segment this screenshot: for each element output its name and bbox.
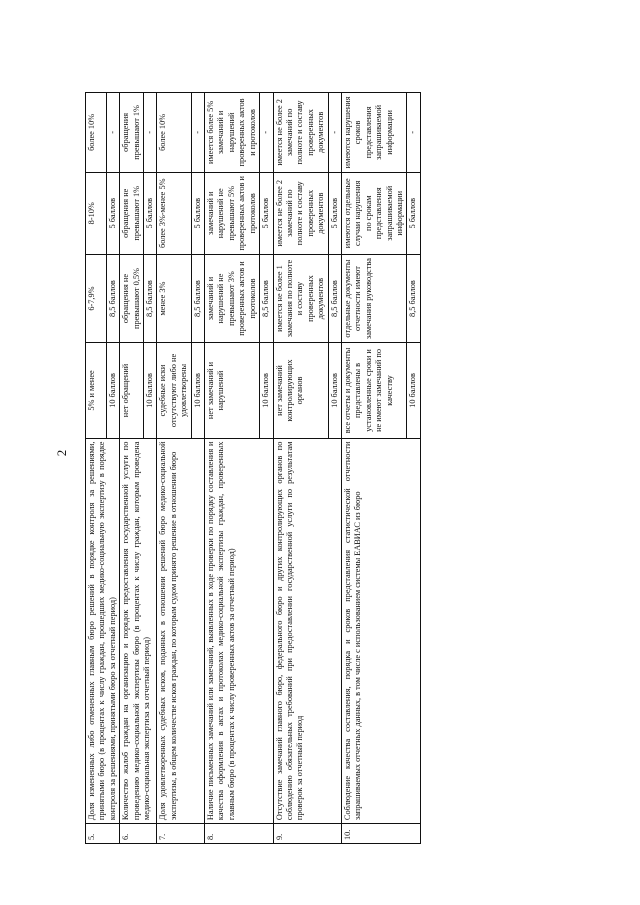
score-cell: 5 баллов bbox=[328, 172, 341, 254]
criterion-cell: менее 3% bbox=[157, 254, 191, 343]
row-number: 8. bbox=[205, 824, 273, 844]
score-cell: 8,5 баллов bbox=[144, 254, 157, 343]
criterion-cell: обращения превышают 1% bbox=[120, 93, 144, 173]
indicator-description: Наличие письменных замечаний или замечаний, выявленных в ходе проверки по порядку составления и качества оформления в актах и протоколах медико-социальной экспертизы граждан, проверенных главным бюро (в процентах к числу проверенных актов за отчетный период) bbox=[205, 438, 273, 823]
criterion-cell: все отчеты и документы представлены в установленные сроки и не имеют замечаний по качеству bbox=[341, 343, 406, 438]
indicator-description: Количество жалоб граждан на организацию и порядок предоставления государственной услуги по проведению медико-социальной экспертизы бюро (в процентах к числу граждан, которым проведена медико-социальная экспертиза за отчетный период) bbox=[120, 438, 157, 823]
indicator-description: Отсутствие замечаний главного бюро, федерального бюро и других контролирующих органов по соблюдению обязательных требований при предоставлении государственной услуги по результатам проверок за отчетный период bbox=[273, 438, 341, 823]
table-row bbox=[86, 93, 107, 844]
score-cell: 10 баллов bbox=[328, 343, 341, 438]
row-number: 5. bbox=[86, 824, 120, 844]
score-cell: 10 баллов bbox=[260, 343, 273, 438]
score-cell: - bbox=[191, 93, 204, 173]
criterion-cell: обращения не превышают 0,5% bbox=[120, 254, 144, 343]
criterion-cell: 5% и менее bbox=[86, 343, 107, 438]
rotated-page-content bbox=[85, 92, 503, 844]
score-cell: - bbox=[328, 93, 341, 173]
criterion-cell: имеются отдельные случаи нарушения по срокам представления запрашиваемой информации bbox=[341, 172, 406, 254]
score-cell: 8,5 баллов bbox=[191, 254, 204, 343]
score-cell: 10 баллов bbox=[191, 343, 204, 438]
criterion-cell: нет замечаний контролирующих органов bbox=[273, 343, 328, 438]
indicator-description: Соблюдение качества составления, порядка и сроков представления статистической отчетности запрашиваемых отчетных данных, в том числе с использованием системы ЕАВИАС из бюро bbox=[341, 438, 420, 823]
score-cell: 8,5 баллов bbox=[260, 254, 273, 343]
score-cell: - bbox=[407, 93, 420, 173]
row-number: 7. bbox=[157, 824, 205, 844]
criterion-cell: нет замечаний и нарушений bbox=[205, 343, 260, 438]
indicator-description: Доля измененных либо отмененных главным бюро решений в порядке контроля за решениями, принятыми бюро (в процентах к числу граждан, прошедших медико-социальную экспертизу в порядке контроля за решениями, принятыми бюро за отчетный период) bbox=[86, 438, 120, 823]
score-cell: - bbox=[144, 93, 157, 173]
row-number: 10. bbox=[341, 824, 420, 844]
criterion-cell: имеется не более 1 замечания по полноте и составу проверенных документов bbox=[273, 254, 328, 343]
score-cell: - bbox=[260, 93, 273, 173]
table-row bbox=[157, 93, 191, 844]
page-number: 2 bbox=[54, 449, 69, 457]
criteria-table-container bbox=[85, 92, 503, 844]
criterion-cell: 6-7,9% bbox=[86, 254, 107, 343]
criterion-cell: отдельные документы отчетности имеют замечания руководства bbox=[341, 254, 406, 343]
score-cell: 8,5 баллов bbox=[106, 254, 119, 343]
criterion-cell: имеется более 5% замечаний и нарушений проверенных актов и протоколов bbox=[205, 93, 260, 173]
criterion-cell: замечаний и нарушений не превышают 5% проверенных актов и протоколов bbox=[205, 172, 260, 254]
indicator-description: Доля удовлетворенных судебных исков, поданных в отношении решений бюро медико-социальной экспертизы, в общем количестве исков граждан, по которым судом принято решение в отношении бюро bbox=[157, 438, 205, 823]
score-cell: 5 баллов bbox=[106, 172, 119, 254]
score-cell: 5 баллов bbox=[407, 172, 420, 254]
criterion-cell: более 3%-менее 5% bbox=[157, 172, 191, 254]
score-cell: 5 баллов bbox=[191, 172, 204, 254]
criteria-table bbox=[85, 92, 421, 844]
score-cell: 8,5 баллов bbox=[407, 254, 420, 343]
criterion-cell: имеются нарушения сроков представления запрашиваемой информации bbox=[341, 93, 406, 173]
criterion-cell: имеется не более 2 замечаний по полноте и составу проверенных документов bbox=[273, 93, 328, 173]
table-row bbox=[341, 93, 406, 844]
criterion-cell: замечаний и нарушений не превышают 3% проверенных актов и протоколов bbox=[205, 254, 260, 343]
score-cell: 10 баллов bbox=[144, 343, 157, 438]
criterion-cell: судебные иски отсутствуют либо не удовлетворены bbox=[157, 343, 191, 438]
criterion-cell: 8-10% bbox=[86, 172, 107, 254]
score-cell: 5 баллов bbox=[144, 172, 157, 254]
criterion-cell: имеется не более 2 замечаний по полноте и составу проверенных документов bbox=[273, 172, 328, 254]
score-cell: - bbox=[106, 93, 119, 173]
score-cell: 10 баллов bbox=[106, 343, 119, 438]
criterion-cell: более 10% bbox=[86, 93, 107, 173]
criterion-cell: нет обращений bbox=[120, 343, 144, 438]
row-number: 6. bbox=[120, 824, 157, 844]
table-row bbox=[273, 93, 328, 844]
criterion-cell: более 10% bbox=[157, 93, 191, 173]
score-cell: 5 баллов bbox=[260, 172, 273, 254]
table-row bbox=[120, 93, 144, 844]
table-row bbox=[205, 93, 260, 844]
criterion-cell: обращения не превышают 1% bbox=[120, 172, 144, 254]
score-cell: 10 баллов bbox=[407, 343, 420, 438]
row-number: 9. bbox=[273, 824, 341, 844]
score-cell: 8,5 баллов bbox=[328, 254, 341, 343]
